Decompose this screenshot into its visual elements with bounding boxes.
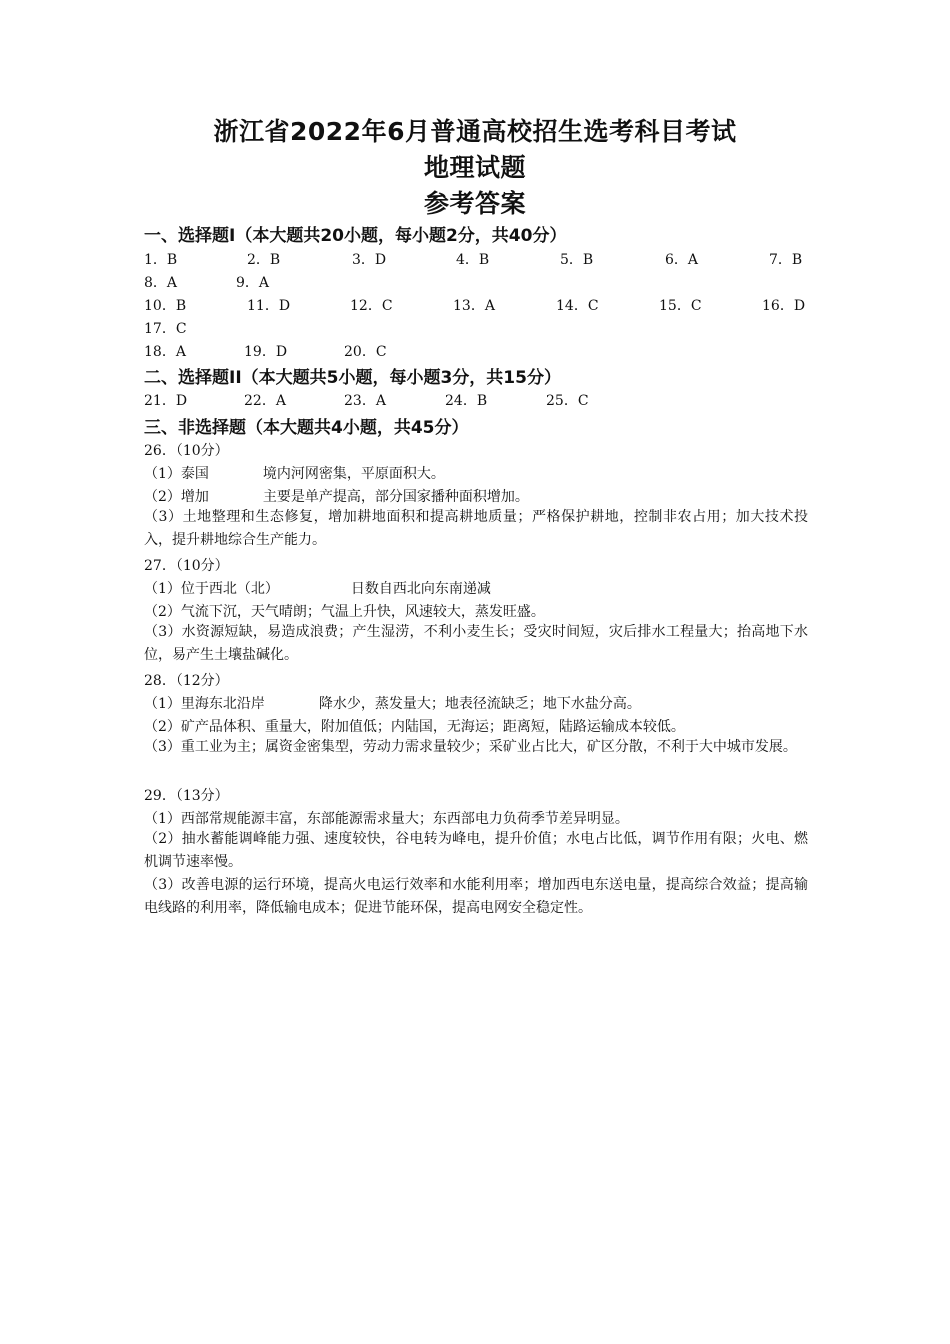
q29-label: 29．（13分） — [144, 788, 229, 804]
q26-part3: （3）土地整理和生态修复，增加耕地面积和提高耕地质量；严格保护耕地，控制非农占用；加大技术投入，提升耕地综合生产能力。 — [144, 509, 808, 548]
q27-part3: （3）水资源短缺，易造成浪费；产生湿涝，不利小麦生长；受灾时间短，灾后排水工程量大；抬高地下水位，易产生土壤盐碱化。 — [144, 624, 808, 663]
q26-part2-answer: （2）增加 — [144, 489, 209, 505]
answer-item: 20．C — [344, 344, 387, 360]
section2-heading: 二、选择题II（本大题共5小题，每小题3分，共15分） — [144, 368, 561, 388]
answer-item: 13．A — [453, 298, 495, 314]
answer-item: 25．C — [546, 393, 589, 409]
answer-item: 1．B — [144, 252, 178, 268]
q29-part2: （2）抽水蓄能调峰能力强、速度较快，谷电转为峰电，提升价值；水电占比低，调节作用有限；火电、燃机调节速率慢。 — [144, 831, 808, 870]
q26-label: 26．（10分） — [144, 443, 229, 459]
answer-item: 22．A — [244, 393, 286, 409]
answer-item: 18．A — [144, 344, 186, 360]
answer-item: 6．A — [665, 252, 699, 268]
answer-item: 19．D — [244, 344, 288, 360]
q27-label: 27．（10分） — [144, 558, 229, 574]
q28-part1-reason: 降水少，蒸发量大；地表径流缺乏；地下水盐分高。 — [318, 696, 641, 712]
answer-item: 24．B — [445, 393, 488, 409]
q26-part2 — [144, 486, 529, 506]
section3-heading: 三、非选择题（本大题共4小题，共45分） — [144, 418, 469, 438]
q27-part1-answer: （1）位于西北（北） — [144, 581, 279, 597]
q28-label: 28．（12分） — [144, 673, 229, 689]
document-answer-heading: 参考答案 — [423, 189, 526, 218]
answer-item: 5．B — [560, 252, 594, 268]
answer-item: 12．C — [350, 298, 393, 314]
document-title: 浙江省2022年6月普通高校招生选考科目考试 — [213, 117, 737, 146]
q28-part2: （2）矿产品体积、重量大，附加值低；内陆国，无海运；距离短，陆路运输成本较低。 — [144, 719, 685, 735]
answer-item: 7．B — [769, 252, 803, 268]
answer-item: 11．D — [247, 298, 291, 314]
q29-part1: （1）西部常规能源丰富，东部能源需求量大；东西部电力负荷季节差异明显。 — [144, 811, 629, 827]
answer-item: 17．C — [144, 321, 187, 337]
answer-item: 10．B — [144, 298, 187, 314]
answer-item: 2．B — [247, 252, 281, 268]
q28-part1-answer: （1）里海东北沿岸 — [144, 696, 265, 712]
q27-part1-trend: 日数自西北向东南递减 — [350, 581, 491, 597]
q26-part1-answer: （1）泰国 — [144, 466, 209, 482]
q27-part2: （2）气流下沉，天气晴朗；气温上升快，风速较大，蒸发旺盛。 — [144, 604, 545, 620]
q27-part1 — [144, 578, 491, 598]
answer-item: 16．D — [762, 298, 806, 314]
document-subtitle: 地理试题 — [423, 153, 526, 182]
section1-heading: 一、选择题Ⅰ（本大题共20小题，每小题2分，共40分） — [144, 226, 567, 246]
answer-item: 14．C — [556, 298, 599, 314]
q26-part2-reason: 主要是单产提高，部分国家播种面积增加。 — [262, 489, 529, 505]
answer-item: 15．C — [659, 298, 702, 314]
q28-part3: （3）重工业为主；属资金密集型，劳动力需求量较少；采矿业占比大，矿区分散，不利于大中城市发展。 — [144, 739, 797, 755]
q26-part1 — [144, 463, 445, 483]
q29-part3: （3）改善电源的运行环境，提高火电运行效率和水能利用率；增加西电东送电量，提高综合效益；提高输电线路的利用率，降低输电成本；促进节能环保，提高电网安全稳定性。 — [144, 877, 808, 916]
q28-part1 — [144, 693, 641, 713]
answer-item: 8．A — [144, 275, 178, 291]
answer-item: 9．A — [236, 275, 270, 291]
answer-item: 21．D — [144, 393, 188, 409]
answer-item: 23．A — [344, 393, 386, 409]
answer-item: 4．B — [456, 252, 490, 268]
answer-item: 3．D — [352, 252, 387, 268]
q26-part1-reason: 境内河网密集，平原面积大。 — [262, 466, 445, 482]
